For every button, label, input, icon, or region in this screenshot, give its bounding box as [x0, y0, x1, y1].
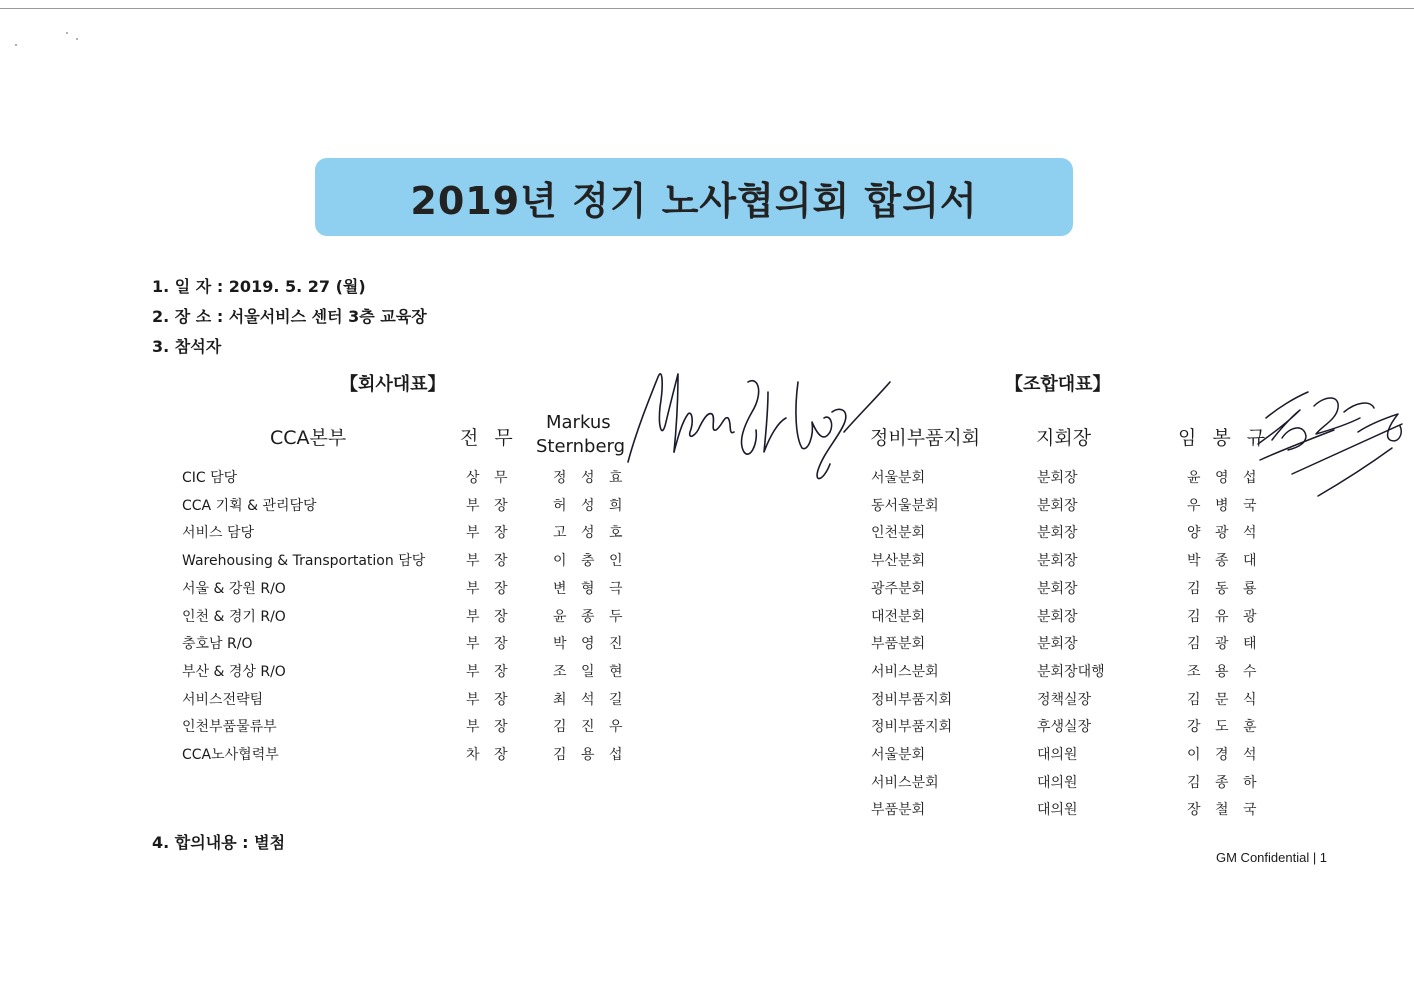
union-name-cell: 양 광 석 — [1187, 525, 1262, 541]
company-name-cell: 김 진 우 — [553, 719, 628, 735]
union-title-cell: 분회장 — [1037, 525, 1078, 541]
union-name-cell: 김 문 식 — [1187, 692, 1262, 708]
union-name-cell: 이 경 석 — [1187, 747, 1262, 763]
company-dept-cell: 서비스 담당 — [182, 525, 255, 541]
company-dept-cell: 인천부품물류부 — [182, 719, 277, 735]
company-name-cell: 박 영 진 — [553, 636, 628, 652]
union-branch-cell: 서비스분회 — [871, 664, 939, 680]
company-title-cell: 부 장 — [466, 609, 513, 625]
scan-speck — [15, 44, 17, 46]
union-branch-cell: 정비부품지회 — [871, 719, 953, 735]
company-title-cell: 부 장 — [466, 636, 513, 652]
company-head-dept: CCA본부 — [270, 427, 347, 449]
company-name-cell: 이 충 인 — [553, 553, 628, 569]
union-branch-cell: 동서울분회 — [871, 498, 939, 514]
union-title-cell: 대의원 — [1037, 802, 1078, 818]
union-name-cell: 김 광 태 — [1187, 636, 1262, 652]
company-name-cell: 윤 종 두 — [553, 609, 628, 625]
union-title-cell: 분회장 — [1037, 581, 1078, 597]
company-dept-cell: 서울 & 강원 R/O — [182, 581, 286, 597]
company-name-cell: 변 형 극 — [553, 581, 628, 597]
company-title-cell: 부 장 — [466, 525, 513, 541]
scan-speck — [66, 32, 68, 34]
scan-speck — [76, 38, 78, 40]
union-branch-cell: 서울분회 — [871, 747, 926, 763]
union-signature — [1252, 378, 1412, 503]
company-title-cell: 부 장 — [466, 553, 513, 569]
company-head-name-first: Markus — [546, 412, 611, 433]
union-title-cell: 분회장 — [1037, 609, 1078, 625]
company-head-name-last: Sternberg — [536, 436, 626, 457]
union-head-name: 임 봉 규 — [1178, 427, 1271, 449]
union-branch-cell: 정비부품지회 — [871, 692, 953, 708]
company-heading: 【회사대표】 — [340, 374, 446, 395]
company-name-cell: 정 성 효 — [553, 470, 628, 486]
company-name-cell: 고 성 호 — [553, 525, 628, 541]
union-head-title: 지회장 — [1036, 427, 1092, 449]
union-name-cell: 장 철 국 — [1187, 802, 1262, 818]
union-title-cell: 분회장 — [1037, 498, 1078, 514]
union-name-cell: 윤 영 섭 — [1187, 470, 1262, 486]
title-banner — [315, 158, 1073, 236]
company-name-cell: 허 성 희 — [553, 498, 628, 514]
document-title: 2019년 정기 노사협의회 합의서 — [410, 178, 978, 223]
company-title-cell: 부 장 — [466, 498, 513, 514]
company-dept-cell: 서비스전략팀 — [182, 692, 264, 708]
union-branch-cell: 부산분회 — [871, 553, 926, 569]
company-name-cell: 최 석 길 — [553, 692, 628, 708]
company-dept-cell: 부산 & 경상 R/O — [182, 664, 286, 680]
page-top-rule — [0, 8, 1414, 9]
union-title-cell: 정책실장 — [1037, 692, 1092, 708]
union-title-cell: 대의원 — [1037, 747, 1078, 763]
company-title-cell: 상 무 — [466, 470, 513, 486]
company-dept-cell: Warehousing & Transportation 담당 — [182, 553, 426, 569]
union-title-cell: 후생실장 — [1037, 719, 1092, 735]
union-branch-cell: 광주분회 — [871, 581, 926, 597]
company-dept-cell: 인천 & 경기 R/O — [182, 609, 286, 625]
company-dept-cell: 충호남 R/O — [182, 636, 253, 652]
union-branch-cell: 서비스분회 — [871, 775, 939, 791]
company-title-cell: 부 장 — [466, 692, 513, 708]
union-name-cell: 김 종 하 — [1187, 775, 1262, 791]
company-head-title: 전 무 — [460, 427, 518, 449]
confidential-footer: GM Confidential | 1 — [1216, 850, 1328, 865]
union-heading: 【조합대표】 — [1005, 374, 1111, 395]
company-name-cell: 김 용 섭 — [553, 747, 628, 763]
company-dept-cell: CIC 담당 — [182, 470, 238, 486]
union-title-cell: 분회장대행 — [1037, 664, 1105, 680]
union-branch-cell: 부품분회 — [871, 636, 926, 652]
union-head-branch: 정비부품지회 — [870, 427, 981, 449]
agreement-line: 4. 합의내용 : 별첨 — [152, 833, 286, 852]
union-branch-cell: 인천분회 — [871, 525, 926, 541]
company-title-cell: 부 장 — [466, 719, 513, 735]
union-branch-cell: 부품분회 — [871, 802, 926, 818]
company-dept-cell: CCA 기획 & 관리담당 — [182, 498, 317, 514]
union-name-cell: 조 용 수 — [1187, 664, 1262, 680]
union-name-cell: 강 도 훈 — [1187, 719, 1262, 735]
union-name-cell: 김 동 룡 — [1187, 581, 1262, 597]
union-branch-cell: 서울분회 — [871, 470, 926, 486]
union-title-cell: 분회장 — [1037, 553, 1078, 569]
union-name-cell: 박 종 대 — [1187, 553, 1262, 569]
company-title-cell: 부 장 — [466, 664, 513, 680]
company-title-cell: 차 장 — [466, 747, 513, 763]
place-line: 2. 장 소 : 서울서비스 센터 3층 교육장 — [152, 307, 427, 326]
company-title-cell: 부 장 — [466, 581, 513, 597]
attendees-line: 3. 참석자 — [152, 337, 222, 356]
union-title-cell: 대의원 — [1037, 775, 1078, 791]
date-line: 1. 일 자 : 2019. 5. 27 (월) — [152, 277, 366, 296]
union-name-cell: 김 유 광 — [1187, 609, 1262, 625]
union-name-cell: 우 병 국 — [1187, 498, 1262, 514]
company-dept-cell: CCA노사협력부 — [182, 747, 279, 763]
union-title-cell: 분회장 — [1037, 636, 1078, 652]
company-signature — [618, 352, 898, 492]
union-title-cell: 분회장 — [1037, 470, 1078, 486]
company-name-cell: 조 일 현 — [553, 664, 628, 680]
union-branch-cell: 대전분회 — [871, 609, 926, 625]
